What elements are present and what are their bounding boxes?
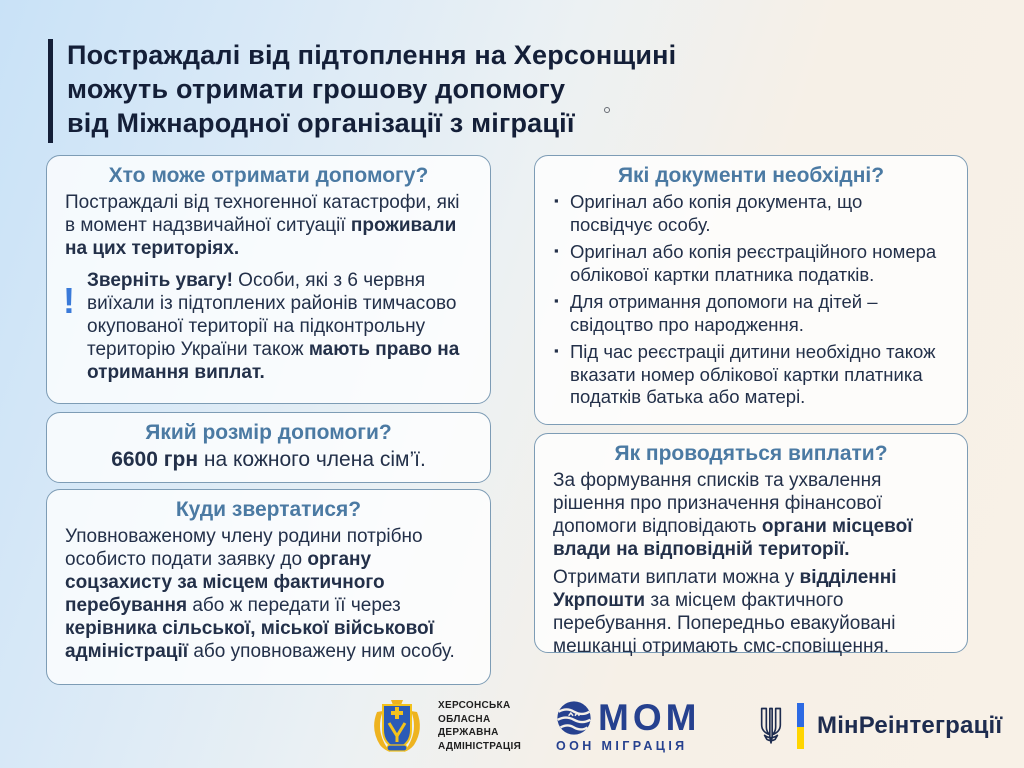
document-item-text: Під час реєстраціі дитини необхідно також вказати номер облікової картки платника податків батька або матері. <box>570 341 936 407</box>
card-amount-header: Який розмір допомоги? <box>145 421 392 444</box>
card-pay-text-1 <box>553 469 949 561</box>
kherson-line: ОБЛАСНА <box>438 713 491 725</box>
iom-subtitle: ООН МІГРАЦІЯ <box>556 739 688 753</box>
pay-bold-2: відділенні Укрпошти <box>553 567 897 611</box>
kherson-coat-of-arms-icon <box>367 696 427 756</box>
registered-mark-icon <box>604 107 610 113</box>
document-item-text: Оригінал або копія документа, що посвідчує особу. <box>570 191 863 235</box>
tryzub-icon <box>757 707 785 745</box>
card-where-to-apply <box>46 489 491 685</box>
kherson-administration-logo <box>367 696 521 756</box>
list-item <box>553 191 949 236</box>
exclamation-icon: ! <box>63 280 75 321</box>
pay-text-2: Отримати виплати можна у <box>553 567 800 588</box>
flag-bar-icon <box>797 703 804 749</box>
card-pay-text-2 <box>553 566 949 658</box>
iom-logo-top <box>556 699 700 736</box>
where-bold-1: органу соцзахисту за місцем фактичного перебування <box>65 549 385 616</box>
note-text-bold: мають право на отримання виплат. <box>87 339 460 383</box>
note-text-normal: Особи, які з 6 червня виїхали із підтоплених районів тимчасово окупованої території на підконтрольну територію України також <box>87 270 457 360</box>
document-item-text: Для отримання допомоги на дітей – свідоцтво про народження. <box>570 291 878 335</box>
iom-name: МОМ <box>598 697 701 738</box>
document-item-text: Оригінал або копія реєстраційного номера облікової картки платника податків. <box>570 241 937 285</box>
list-item <box>553 291 949 336</box>
card-pay-header: Як проводяться виплати? <box>614 442 888 465</box>
page-title <box>67 38 676 140</box>
amount-text: на кожного члена сім’ї. <box>198 448 426 471</box>
kherson-administration-label <box>438 699 521 753</box>
note-lead-bold: Зверніть увагу! <box>87 270 233 291</box>
attention-note <box>65 269 472 384</box>
where-text-3: або уповноважену ним особу. <box>188 641 455 662</box>
card-docs-header: Які документи необхідні? <box>617 164 885 187</box>
card-who-header: Хто може отримати допомогу? <box>108 164 429 187</box>
amount-value: 6600 грн <box>111 448 199 471</box>
pay-text-3: за місцем фактичного перебування. Попередньо евакуйовані мешканці отримають смс-сповіщення. <box>553 590 896 657</box>
who-text-normal: Постраждалі від техногенної катастрофи, які в момент надзвичайної ситуації <box>65 192 460 236</box>
iom-globe-icon <box>556 700 592 736</box>
attention-note-text <box>87 269 472 384</box>
kherson-line: ДЕРЖАВНА <box>438 727 499 738</box>
minreintegration-label: МінРеінтеграції <box>817 712 1003 739</box>
title-accent-bar <box>48 39 53 143</box>
card-who-text <box>65 191 472 260</box>
pay-bold-1: органи місцевої влади на відповідній території. <box>553 516 913 560</box>
amount-line <box>65 448 472 472</box>
title-line-2: можуть отримати грошову допомогу <box>67 74 566 104</box>
card-where-header: Куди звертатися? <box>175 498 362 521</box>
list-item <box>553 241 949 286</box>
title-line-1: Постраждалі від підтоплення на Херсонщині <box>67 40 677 70</box>
kherson-line: АДМІНІСТРАЦІЯ <box>438 740 522 752</box>
where-bold-2: керівника сільської, міської військової адміністрації <box>65 618 434 662</box>
list-item <box>553 341 949 409</box>
title-line-3: від Міжнародної організації з міграції <box>67 108 575 138</box>
pay-text-1: За формування списків та ухвалення рішення про призначення фінансової допомоги відповідають <box>553 470 883 537</box>
documents-list <box>553 191 949 409</box>
card-how-payments-work <box>534 433 968 657</box>
card-amount <box>46 412 491 483</box>
who-text-bold: проживали на цих територіях. <box>65 215 457 259</box>
minreintegration-logo <box>757 702 1002 750</box>
card-who-can-receive <box>46 155 491 404</box>
card-where-text <box>65 525 472 663</box>
where-text-2: або ж передати її через <box>187 595 401 616</box>
card-required-documents <box>534 155 968 425</box>
where-text-1: Уповноваженому члену родини потрібно особисто подати заявку до <box>65 526 423 570</box>
iom-logo <box>556 699 700 753</box>
kherson-line: ХЕРСОНСЬКА <box>438 700 511 711</box>
